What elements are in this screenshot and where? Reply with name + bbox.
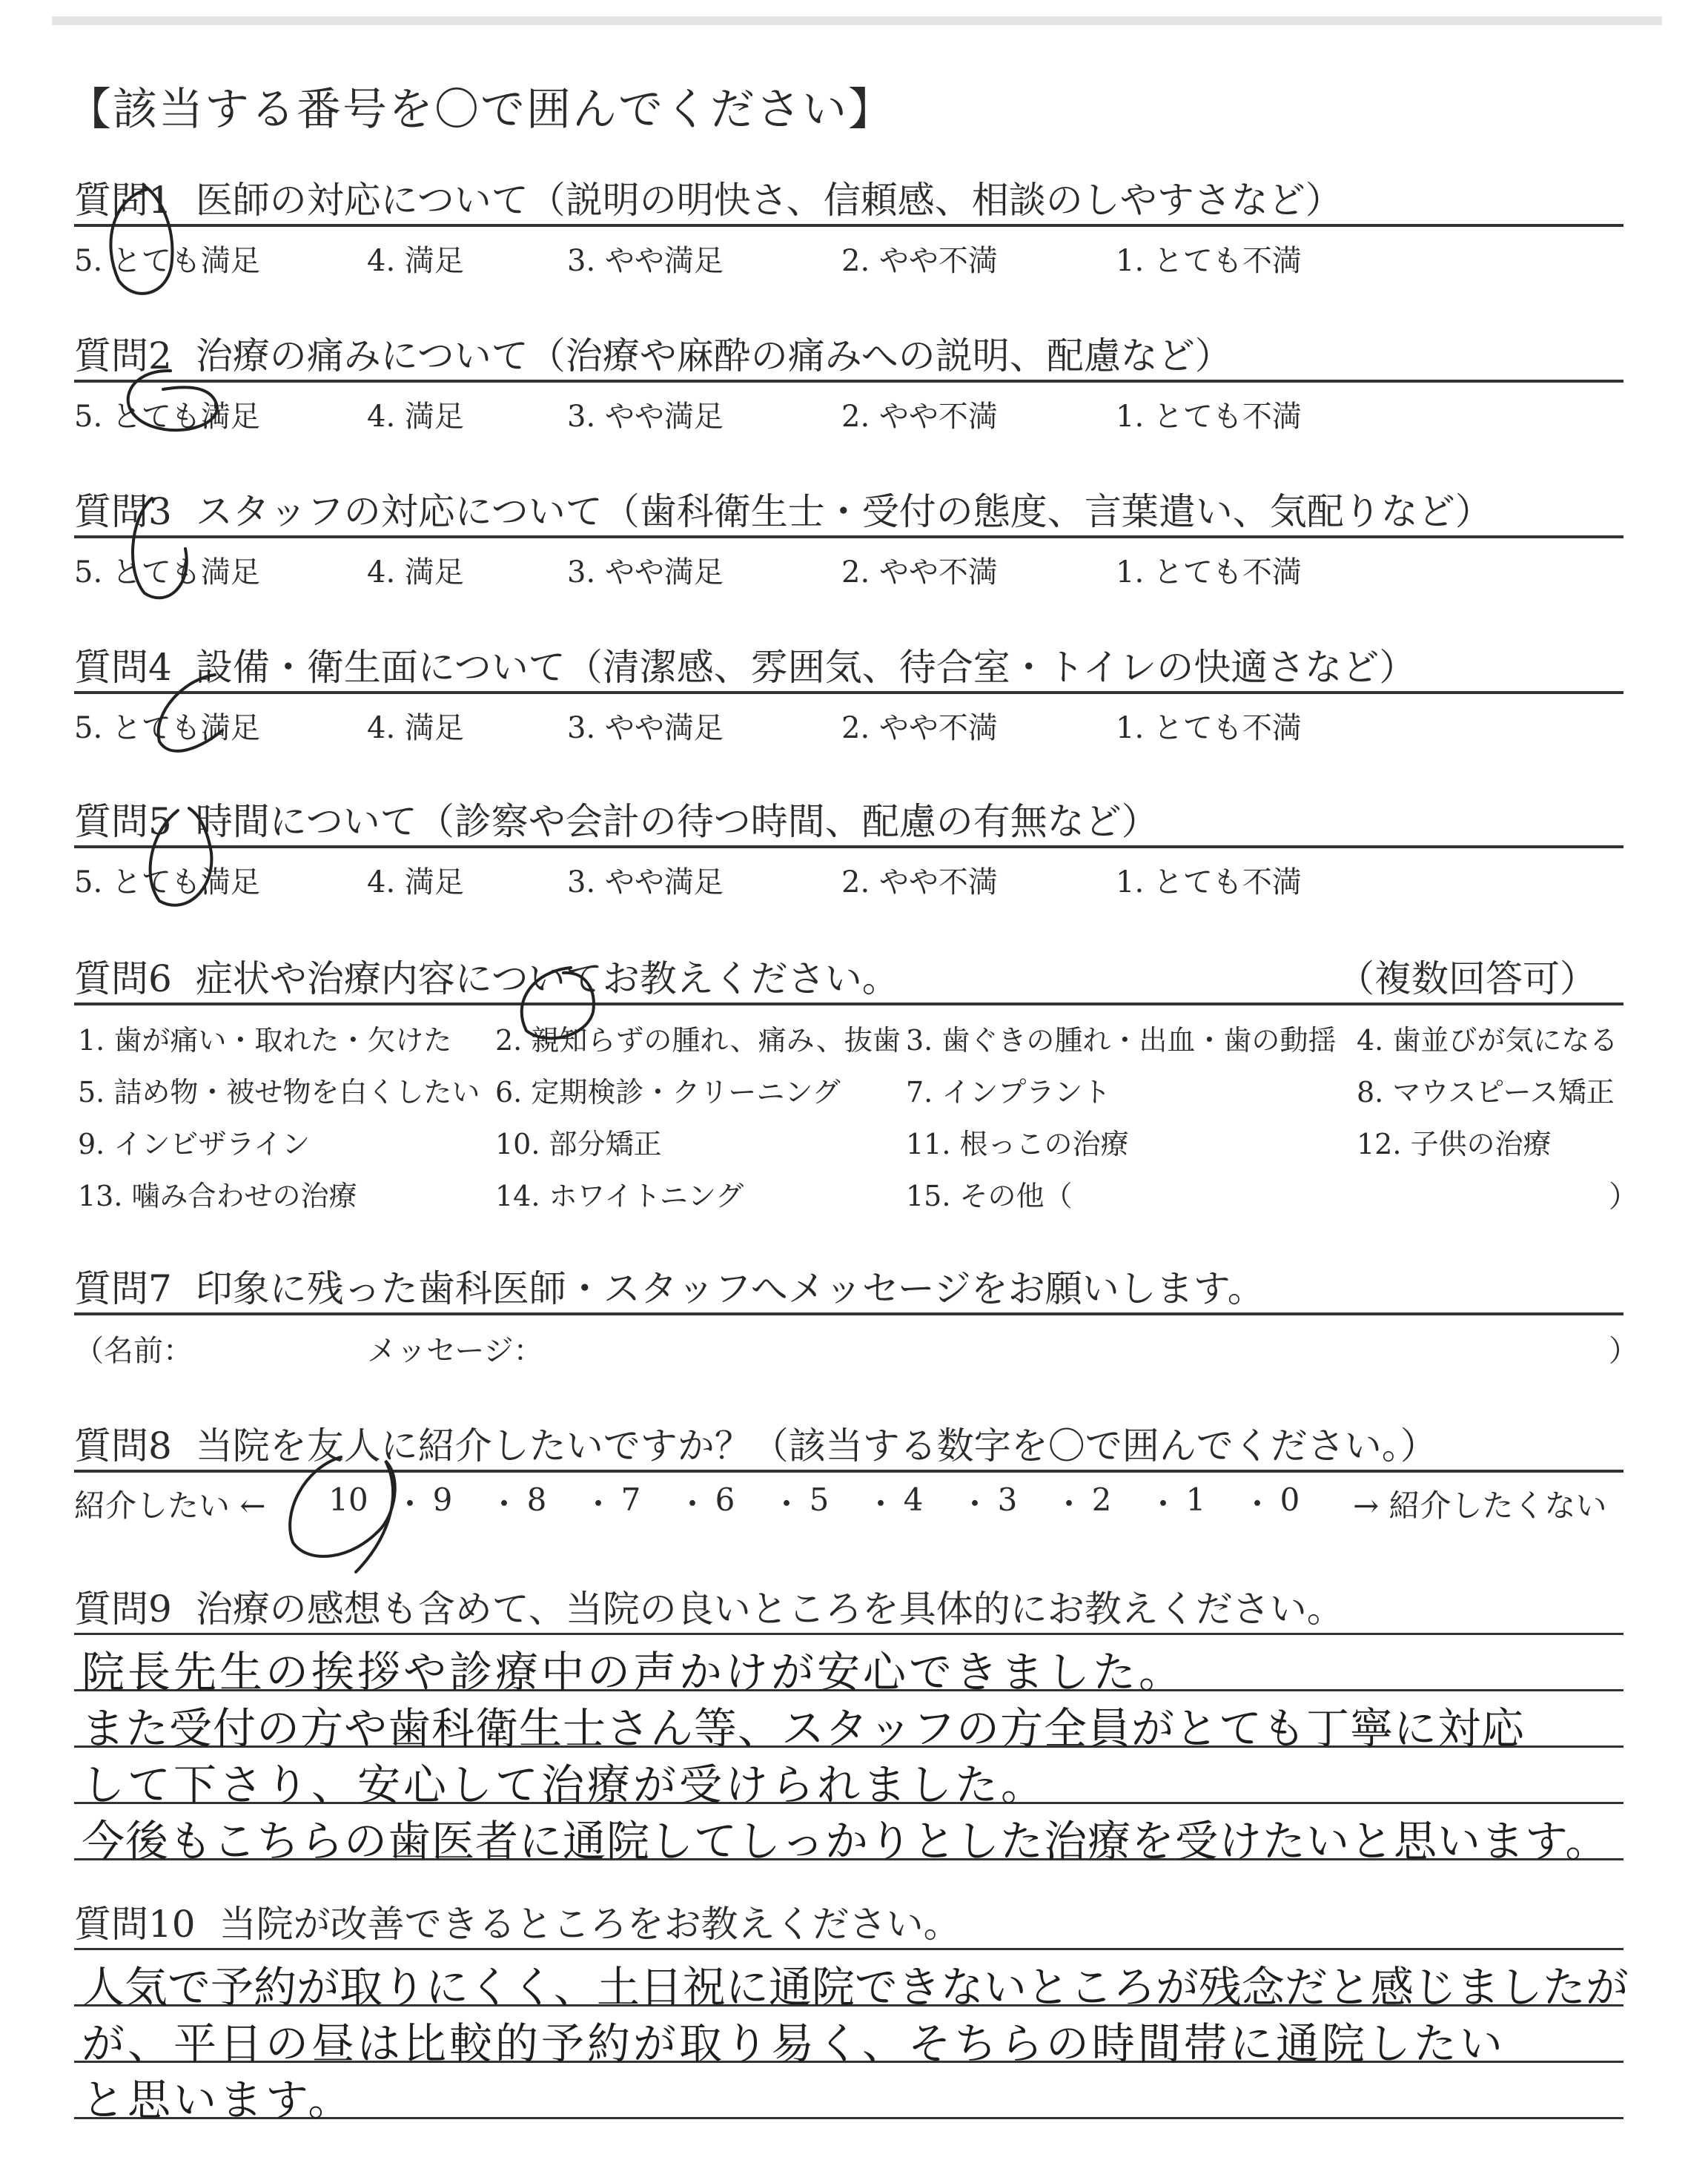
handwritten-answer-line: が、平日の昼は比較的予約が取り易く、そちらの時間帯に通院したい (82, 2018, 1506, 2069)
question-text: 症状や治療内容についてお教えください。 (195, 957, 899, 1000)
symptom-item[interactable]: 10. 部分矯正 (495, 1128, 662, 1160)
symptom-item[interactable]: 13. 噛み合わせの治療 (78, 1180, 357, 1212)
symptom-item[interactable]: 11. 根っこの治療 (906, 1128, 1129, 1160)
message-field-label[interactable]: メッセージ： (367, 1334, 543, 1368)
option-2[interactable]: 2. やや不満 (841, 711, 998, 745)
question-1-heading (74, 171, 1343, 224)
symptom-item[interactable]: 1. 歯が痛い・取れた・欠けた (78, 1024, 452, 1057)
question-number: 質問8 (74, 1424, 172, 1467)
scale-number-2[interactable]: 2 (1091, 1482, 1112, 1518)
rule-line (74, 691, 1623, 694)
option-1[interactable]: 1. とても不満 (1116, 711, 1302, 745)
option-2[interactable]: 2. やや不満 (841, 244, 998, 278)
scale-separator-dot: ・ (677, 1486, 709, 1522)
symptom-item[interactable]: 2. 親知らずの腫れ、痛み、抜歯 (495, 1024, 901, 1057)
question-number: 質問3 (74, 490, 172, 533)
rule-line (74, 535, 1623, 538)
question-5-heading (74, 792, 1159, 845)
option-2[interactable]: 2. やや不満 (841, 865, 998, 899)
option-5[interactable]: 5. とても満足 (74, 244, 260, 278)
option-4[interactable]: 4. 満足 (367, 400, 464, 434)
question-text: 時間について（診察や会計の待つ時間、配慮の有無など） (195, 800, 1159, 843)
option-4[interactable]: 4. 満足 (367, 865, 464, 899)
option-1[interactable]: 1. とても不満 (1116, 400, 1302, 434)
option-4[interactable]: 4. 満足 (367, 555, 464, 589)
scale-number-5[interactable]: 5 (809, 1482, 830, 1518)
handwritten-answer-line: して下さり、安心して治療が受けられました。 (82, 1760, 1047, 1810)
question-8-heading (74, 1416, 1437, 1470)
option-5[interactable]: 5. とても満足 (74, 400, 260, 434)
answer-line (74, 1633, 1623, 1635)
scale-separator-dot: ・ (959, 1486, 991, 1522)
symptom-item[interactable]: 8. マウスピース矯正 (1357, 1076, 1615, 1109)
rule-line (74, 1003, 1623, 1005)
scale-separator-dot: ・ (1053, 1486, 1085, 1522)
scale-number-1[interactable]: 1 (1185, 1482, 1206, 1518)
option-5[interactable]: 5. とても満足 (74, 711, 260, 745)
question-number: 質問1 (74, 179, 172, 222)
rule-line (74, 845, 1623, 848)
scale-separator-dot: ・ (1242, 1486, 1274, 1522)
scale-number-7[interactable]: 7 (620, 1482, 641, 1518)
scale-separator-dot: ・ (394, 1486, 426, 1522)
scale-separator-dot: ・ (1148, 1486, 1179, 1522)
question-number: 質問7 (74, 1267, 172, 1310)
handwritten-answer-line: また受付の方や歯科衛生士さん等、スタッフの方全員がとても丁寧に対応 (82, 1703, 1526, 1754)
option-2[interactable]: 2. やや不満 (841, 555, 998, 589)
message-close-paren: ） (1609, 1334, 1638, 1368)
option-5[interactable]: 5. とても満足 (74, 555, 260, 589)
symptom-item[interactable]: 3. 歯ぐきの腫れ・出血・歯の動揺 (906, 1024, 1337, 1057)
option-1[interactable]: 1. とても不満 (1116, 555, 1302, 589)
question-text: 治療の感想も含めて、当院の良いところを具体的にお教えください。 (195, 1588, 1344, 1631)
other-close-paren: ） (1609, 1180, 1638, 1214)
question-number: 質問6 (74, 957, 172, 1000)
rule-line (74, 1470, 1623, 1473)
scale-right-label: → 紹介したくない (1353, 1487, 1607, 1524)
scan-top-edge (52, 16, 1662, 25)
scale-number-6[interactable]: 6 (715, 1482, 735, 1518)
question-6-heading (74, 949, 899, 1003)
option-1[interactable]: 1. とても不満 (1116, 865, 1302, 899)
question-number: 質問9 (74, 1588, 172, 1631)
rule-line (74, 1312, 1623, 1315)
scale-separator-dot: ・ (583, 1486, 615, 1522)
symptom-item-other[interactable]: 15. その他（ (906, 1180, 1073, 1212)
recommend-scale (0, 1482, 1708, 1526)
symptom-item[interactable]: 5. 詰め物・被せ物を白くしたい (78, 1076, 480, 1109)
scale-number-10[interactable]: 10 (328, 1482, 368, 1518)
symptom-item[interactable]: 14. ホワイトニング (495, 1180, 744, 1212)
scale-separator-dot: ・ (489, 1486, 520, 1522)
option-4[interactable]: 4. 満足 (367, 711, 464, 745)
question-text: 医師の対応について（説明の明快さ、信頼感、相談のしやすさなど） (195, 179, 1343, 222)
question-number: 質問2 (74, 334, 172, 377)
symptom-item[interactable]: 6. 定期検診・クリーニング (495, 1076, 841, 1109)
question-text: スタッフの対応について（歯科衛生士・受付の態度、言葉遣い、気配りなど） (195, 490, 1492, 533)
option-1[interactable]: 1. とても不満 (1116, 244, 1302, 278)
name-field-label[interactable]: （名前： (74, 1334, 193, 1368)
handwritten-answer-line: 人気で予約が取りにくく、土日祝に通院できないところが残念だと感じましたが (82, 1962, 1629, 2012)
question-text: 当院が改善できるところをお教えください。 (219, 1903, 961, 1946)
question-number: 質問4 (74, 646, 172, 689)
question-text: 治療の痛みについて（治療や麻酔の痛みへの説明、配慮など） (195, 334, 1232, 377)
question-10-heading (74, 1895, 961, 1948)
question-7-heading (74, 1259, 1265, 1312)
scale-number-9[interactable]: 9 (432, 1482, 453, 1518)
option-2[interactable]: 2. やや不満 (841, 400, 998, 434)
handwritten-answer-line: 今後もこちらの歯医者に通院してしっかりとした治療を受けたいと思います。 (82, 1816, 1609, 1866)
rule-line (74, 224, 1623, 227)
page-title: 【該当する番号を〇で囲んでください】 (67, 84, 894, 136)
question-9-heading (74, 1579, 1344, 1633)
option-3[interactable]: 3. やや満足 (567, 865, 724, 899)
scale-left-label: 紹介したい ← (74, 1487, 266, 1524)
question-text: 設備・衛生面について（清潔感、雰囲気、待合室・トイレの快適さなど） (195, 646, 1417, 689)
scale-separator-dot: ・ (771, 1486, 803, 1522)
answer-line (74, 1948, 1623, 1950)
option-3[interactable]: 3. やや満足 (567, 711, 724, 745)
handwritten-answer-line: 院長先生の挨拶や診療中の声かけが安心できました。 (82, 1647, 1185, 1697)
scale-number-3[interactable]: 3 (997, 1482, 1018, 1518)
question-2-heading (74, 326, 1232, 380)
scale-number-0[interactable]: 0 (1280, 1482, 1300, 1518)
question-4-heading (74, 638, 1416, 691)
option-3[interactable]: 3. やや満足 (567, 400, 724, 434)
option-4[interactable]: 4. 満足 (367, 244, 464, 278)
option-5[interactable]: 5. とても満足 (74, 865, 260, 899)
symptom-item[interactable]: 9. インビザライン (78, 1128, 311, 1160)
handwritten-answer-line: と思います。 (82, 2075, 354, 2125)
question-number: 質問5 (74, 800, 172, 843)
question-number: 質問10 (74, 1903, 196, 1946)
scale-number-4[interactable]: 4 (903, 1482, 924, 1518)
option-3[interactable]: 3. やや満足 (567, 555, 724, 589)
question-text: 印象に残った歯科医師・スタッフへメッセージをお願いします。 (195, 1267, 1265, 1310)
rule-line (74, 380, 1623, 383)
scale-number-8[interactable]: 8 (526, 1482, 547, 1518)
symptom-item[interactable]: 7. インプラント (906, 1076, 1111, 1109)
symptom-item[interactable]: 4. 歯並びが気になる (1357, 1024, 1618, 1057)
question-text: 当院を友人に紹介したいですか？（該当する数字を〇で囲んでください。） (195, 1424, 1437, 1467)
option-3[interactable]: 3. やや満足 (567, 244, 724, 278)
scale-separator-dot: ・ (865, 1486, 897, 1522)
question-3-heading (74, 482, 1492, 535)
symptom-item[interactable]: 12. 子供の治療 (1357, 1128, 1552, 1160)
multiple-answers-note: （複数回答可） (1337, 957, 1597, 1000)
